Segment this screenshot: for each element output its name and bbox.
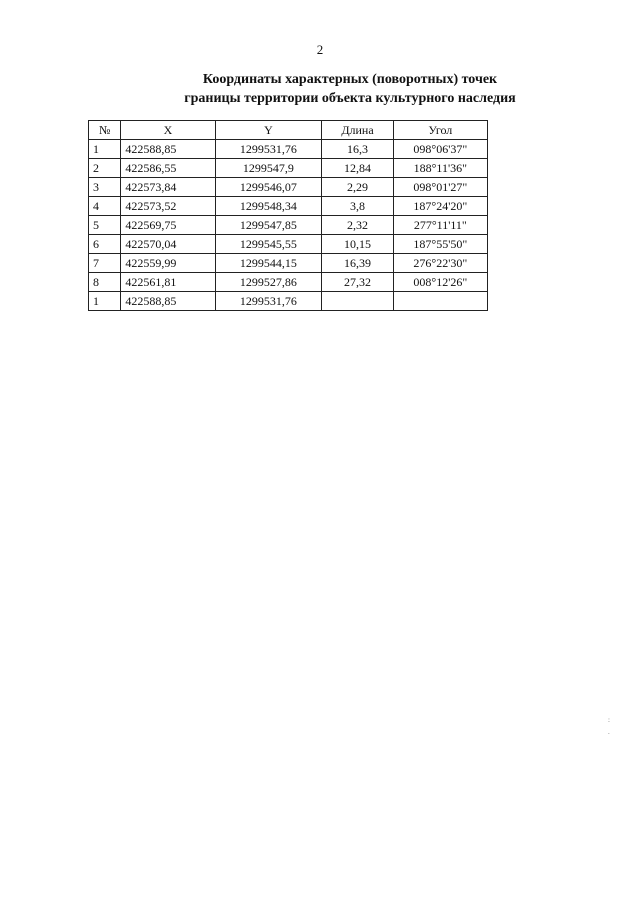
cell-y: 1299531,76 <box>215 140 322 159</box>
cell-number: 2 <box>89 159 121 178</box>
table-row <box>89 197 488 216</box>
title-line-1: Координаты характерных (поворотных) точек <box>202 72 498 87</box>
cell-angle: 008°12'26" <box>393 273 487 292</box>
title-line-2: границы территории объекта культурного наследия <box>184 91 516 106</box>
cell-length: 27,32 <box>322 273 393 292</box>
cell-length: 3,8 <box>322 197 393 216</box>
cell-x: 422573,84 <box>121 178 215 197</box>
cell-y: 1299547,9 <box>215 159 322 178</box>
cell-x: 422570,04 <box>121 235 215 254</box>
cell-y: 1299548,34 <box>215 197 322 216</box>
page-number: 2 <box>316 42 324 57</box>
cell-y: 1299547,85 <box>215 216 322 235</box>
table-row <box>89 140 488 159</box>
header-y: Y <box>215 121 322 140</box>
cell-angle: 187°24'20" <box>393 197 487 216</box>
margin-mark: : <box>608 716 610 724</box>
cell-angle: 276°22'30" <box>393 254 487 273</box>
table-row <box>89 254 488 273</box>
cell-number: 6 <box>89 235 121 254</box>
table-row <box>89 273 488 292</box>
header-number: № <box>89 121 121 140</box>
table-row <box>89 178 488 197</box>
table-row <box>89 159 488 178</box>
header-angle: Угол <box>393 121 487 140</box>
cell-number: 5 <box>89 216 121 235</box>
page-title <box>0 70 640 108</box>
cell-x: 422569,75 <box>121 216 215 235</box>
cell-number: 1 <box>89 292 121 311</box>
cell-length: 2,29 <box>322 178 393 197</box>
cell-angle: 187°55'50" <box>393 235 487 254</box>
cell-length: 10,15 <box>322 235 393 254</box>
cell-length: 2,32 <box>322 216 393 235</box>
cell-number: 8 <box>89 273 121 292</box>
cell-x: 422559,99 <box>121 254 215 273</box>
cell-y: 1299531,76 <box>215 292 322 311</box>
cell-x: 422573,52 <box>121 197 215 216</box>
table-header-row <box>89 121 488 140</box>
table-row <box>89 292 488 311</box>
cell-x: 422586,55 <box>121 159 215 178</box>
cell-number: 4 <box>89 197 121 216</box>
cell-angle: 098°06'37" <box>393 140 487 159</box>
cell-number: 3 <box>89 178 121 197</box>
cell-length: 16,39 <box>322 254 393 273</box>
cell-length <box>322 292 393 311</box>
cell-angle: 277°11'11" <box>393 216 487 235</box>
cell-y: 1299545,55 <box>215 235 322 254</box>
cell-x: 422588,85 <box>121 140 215 159</box>
cell-x: 422588,85 <box>121 292 215 311</box>
margin-mark: . <box>608 728 610 736</box>
table-row <box>89 216 488 235</box>
cell-y: 1299546,07 <box>215 178 322 197</box>
coordinates-table <box>88 120 488 311</box>
header-length: Длина <box>322 121 393 140</box>
header-x: X <box>121 121 215 140</box>
cell-x: 422561,81 <box>121 273 215 292</box>
cell-y: 1299544,15 <box>215 254 322 273</box>
cell-angle: 188°11'36" <box>393 159 487 178</box>
cell-number: 7 <box>89 254 121 273</box>
table-row <box>89 235 488 254</box>
cell-length: 16,3 <box>322 140 393 159</box>
cell-number: 1 <box>89 140 121 159</box>
cell-angle: 098°01'27" <box>393 178 487 197</box>
cell-length: 12,84 <box>322 159 393 178</box>
cell-y: 1299527,86 <box>215 273 322 292</box>
cell-angle <box>393 292 487 311</box>
